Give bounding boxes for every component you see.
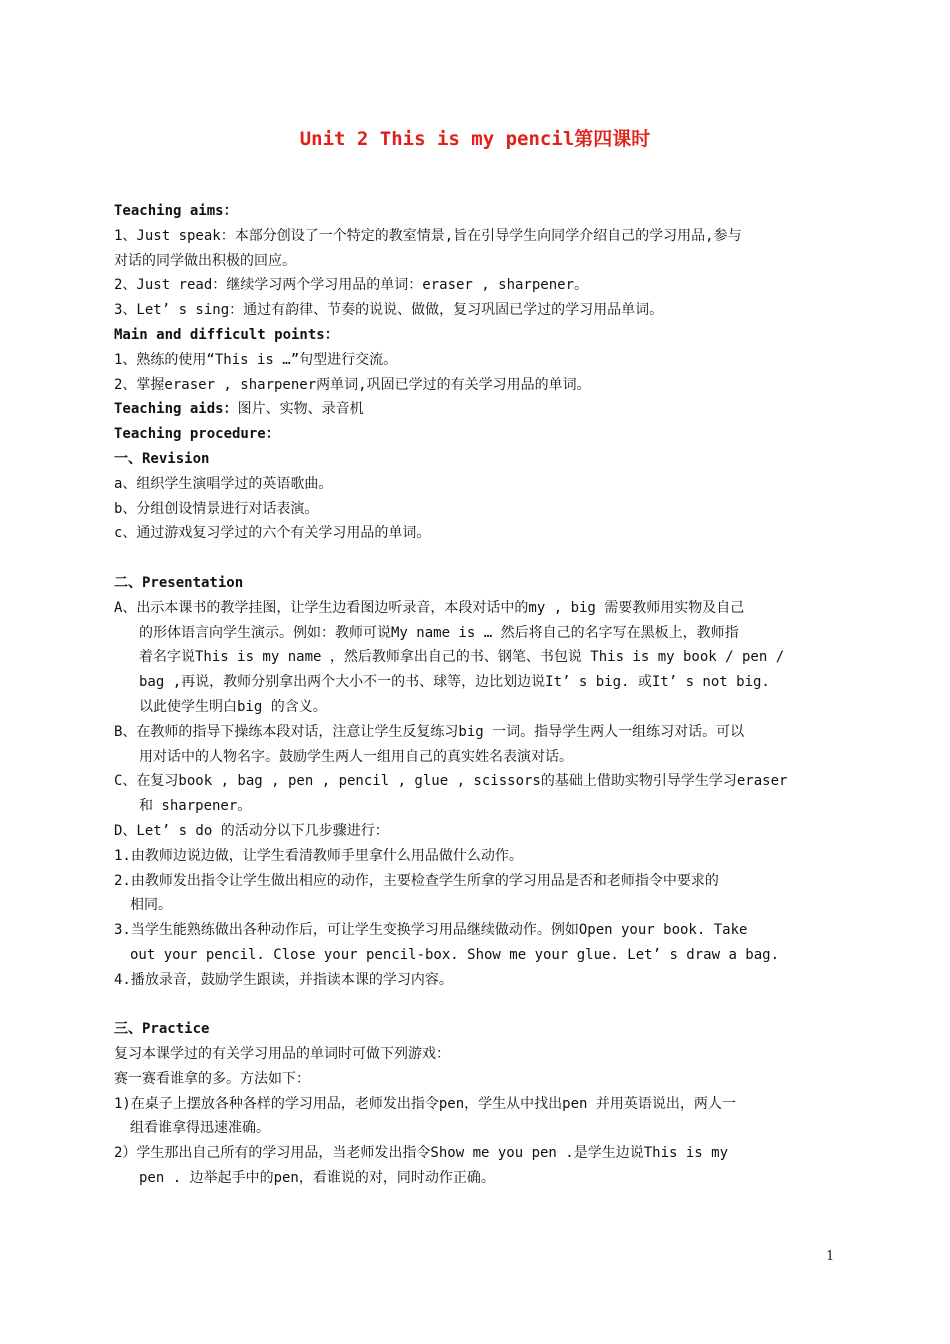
procedure-heading: Teaching procedure：: [114, 426, 280, 443]
presentation-b-line-2: 用对话中的人物名字。鼓励学生两人一组用自己的真实姓名表演对话。: [139, 748, 573, 765]
spacer: [114, 546, 838, 571]
practice-intro-1: 复习本课学过的有关学习用品的单词时可做下列游戏：: [114, 1046, 450, 1063]
aim-1-line-1: 1、Just speak：本部分创设了一个特定的教室情景,旨在引导学生向同学介绍自己的学习用品,参与: [114, 227, 742, 244]
practice-1-line-1: 1)在桌子上摆放各种各样的学习用品，老师发出指令pen，学生从中找出pen 并用英语说出，两人一: [114, 1095, 736, 1112]
presentation-a-line-1: A、出示本课书的教学挂图，让学生边看图边听录音，本段对话中的my , big 需要教师用实物及自己: [114, 599, 745, 616]
practice-intro-2: 赛一赛看谁拿的多。方法如下：: [114, 1070, 310, 1087]
presentation-a-line-4: bag ,再说，教师分别拿出两个大小不一的书、球等，边比划边说It’ s big. 或It’ s not big.: [139, 674, 770, 691]
presentation-c-line-1: C、在复习book , bag , pen , pencil , glue , scissors的基础上借助实物引导学生学习eraser: [114, 773, 788, 790]
page-number: 1: [826, 1249, 835, 1264]
revision-c: c、通过游戏复习学过的六个有关学习用品的单词。: [114, 525, 431, 542]
practice-2-line-2: pen . 边举起手中的pen，看谁说的对，同时动作正确。: [139, 1170, 495, 1187]
practice-2-line-1: 2）学生那出自己所有的学习用品，当老师发出指令Show me you pen .是学生边说This is my: [114, 1145, 729, 1162]
point-1: 1、熟练的使用“This is …”句型进行交流。: [114, 351, 398, 368]
presentation-c-line-2: 和 sharpener。: [139, 798, 252, 815]
aim-1-line-2: 对话的同学做出积极的回应。: [114, 252, 296, 269]
aim-2: 2、Just read：继续学习两个学习用品的单词：eraser , sharpener。: [114, 277, 589, 294]
step-4: 4.播放录音，鼓励学生跟读，并指读本课的学习内容。: [114, 971, 453, 988]
step-2-line-1: 2.由教师发出指令让学生做出相应的动作，主要检查学生所拿的学习用品是否和老师指令中要求的: [114, 872, 719, 889]
spacer: [114, 993, 838, 1018]
document-body: [114, 199, 838, 1191]
page-title: Unit 2 This is my pencil第四课时: [299, 128, 651, 150]
presentation-b-line-1: B、在教师的指导下操练本段对话，注意让学生反复练习big 一词。指导学生两人一组练习对话。可以: [114, 723, 745, 740]
revision-b: b、分组创设情景进行对话表演。: [114, 500, 319, 517]
revision-a: a、组织学生演唱学过的英语歌曲。: [114, 475, 333, 492]
aim-3: 3、Let’ s sing：通过有韵律、节奏的说说、做做，复习巩固已学过的学习用品单词。: [114, 302, 664, 319]
step-1: 1.由教师边说边做，让学生看清教师手里拿什么用品做什么动作。: [114, 847, 523, 864]
presentation-heading: 二、Presentation: [114, 574, 244, 591]
practice-1-line-2: 组看谁拿得迅速准确。: [130, 1120, 270, 1137]
presentation-a-line-2: 的形体语言向学生演示。例如：教师可说My name is … 然后将自己的名字写在黑板上，教师指: [139, 624, 739, 641]
revision-heading: 一、Revision: [114, 450, 210, 467]
step-3-line-1: 3.当学生能熟练做出各种动作后，可让学生变换学习用品继续做动作。例如Open your book. Take: [114, 922, 748, 939]
presentation-a-line-3: 着名字说This is my name ，然后教师拿出自己的书、钢笔、书包说 This is my book / pen /: [139, 649, 785, 666]
aids-line: [114, 397, 838, 422]
step-3-line-2: out your pencil. Close your pencil-box. Show me your glue. Let’ s draw a bag.: [130, 946, 780, 963]
point-2: 2、掌握eraser , sharpener两单词,巩固已学过的有关学习用品的单词。: [114, 376, 591, 393]
aims-heading: Teaching aims：: [114, 203, 238, 219]
presentation-d: D、Let’ s do 的活动分以下几步骤进行：: [114, 822, 389, 839]
practice-heading: 三、Practice: [114, 1021, 210, 1038]
presentation-a-line-5: 以此使学生明白big 的含义。: [139, 698, 327, 715]
step-2-line-2: 相同。: [130, 897, 172, 914]
points-heading: Main and difficult points：: [114, 326, 339, 343]
aids-label: Teaching aids：: [114, 401, 238, 418]
aids-text: 图片、实物、录音机: [237, 401, 364, 418]
